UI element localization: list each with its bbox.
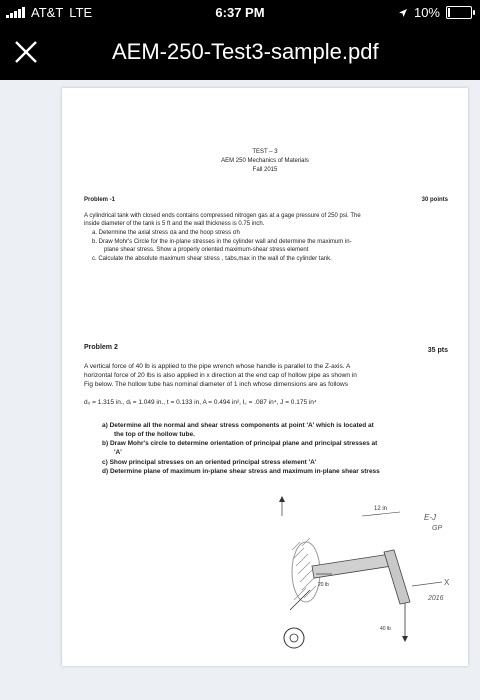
problem1-item-c: c. Calculate the absolute maximum shear stress , τabs,max in the wall of the cylinder tank. <box>92 256 332 262</box>
close-icon <box>10 36 42 68</box>
problem1-points: 30 points <box>421 197 448 203</box>
battery-icon <box>446 6 472 19</box>
wrench-handle <box>384 550 410 604</box>
clock: 6:37 PM <box>215 5 265 20</box>
carrier-label: AT&T <box>31 5 64 20</box>
problem1-text-2: inside diameter of the tank is 5 ft and the wall thickness is 0.75 inch. <box>84 221 265 227</box>
force-label-20: 20 lb <box>318 582 329 588</box>
problem2-title: Problem 2 <box>84 344 118 351</box>
pdf-page[interactable] <box>62 88 468 666</box>
problem2-text-3: Fig below. The hollow tube has nominal diameter of 1 inch whose dimensions are as follows <box>84 381 348 388</box>
problem2-dimensions: d₀ = 1.315 in., dᵢ = 1.049 in., t = 0.133 in, A = 0.494 in², I꜀ = .087 in⁴, J = 0.175 in⁴ <box>84 399 317 406</box>
network-label: LTE <box>69 5 93 20</box>
arrowhead-vertical <box>402 636 408 642</box>
problem2-item-a-2: the top of the hollow tube. <box>114 431 195 438</box>
course-title: AEM 250 Mechanics of Materials <box>221 158 309 164</box>
problem1-item-a: a. Determine the axial stress σa and the hoop stress σh <box>92 230 240 236</box>
status-right <box>398 5 472 20</box>
problem2-text-2: horizontal force of 20 lbs is also applied in x direction at the end cap of hollow pipe as shown in <box>84 372 357 379</box>
annotation-year: 2016 <box>428 595 444 602</box>
annotation-gp: GP <box>432 525 443 532</box>
problem2-text-1: A vertical force of 40 lb is applied to the pipe wrench whose handle is parallel to the Z-axis. A <box>84 363 351 370</box>
document-toolbar <box>0 24 480 80</box>
dimension-line <box>362 512 400 516</box>
dimension-label-12: 12 in <box>374 506 388 512</box>
pipe-end-view <box>284 590 310 648</box>
problem1-item-b-2: plane shear stress. Show a properly oriented maximum-shear stress element <box>104 247 309 253</box>
test-title: TEST – 3 <box>252 149 278 155</box>
battery-fill <box>448 8 450 17</box>
annotation-ej: E-J <box>424 513 436 522</box>
problem1-item-b-1: b. Draw Mohr's Circle for the in-plane stresses in the cylinder wall and determine the maximum in- <box>92 239 352 245</box>
problem2-item-d: d) Determine plane of maximum in-plane shear stress and maximum in-plane shear stress <box>102 468 380 475</box>
close-button[interactable] <box>10 36 42 68</box>
problem2-points: 35 pts <box>427 347 448 354</box>
problem1-text-1: A cylindrical tank with closed ends contains compressed nitrogen gas at a gage pressure of 250 psi. The <box>84 213 361 219</box>
problem2-item-c: c) Show principal stresses on an oriented principal stress element 'A' <box>102 459 317 466</box>
location-icon <box>398 8 408 18</box>
pipe-wrench-figure <box>272 490 457 660</box>
hollow-pipe <box>312 554 392 578</box>
problem2-item-b-1: b) Draw Mohr's circle to determine orientation of principal plane and principal stresses at <box>102 440 378 447</box>
problem2-item-a-1: a) Determine all the normal and shear stress components at point 'A' which is located at <box>102 422 374 429</box>
force-label-40: 40 lb <box>380 626 391 632</box>
status-bar <box>0 0 480 24</box>
problem1-title: Problem -1 <box>84 197 116 203</box>
x-axis-line <box>412 582 442 586</box>
arrowhead-up <box>279 496 285 502</box>
document-title: AEM-250-Test3-sample.pdf <box>112 39 379 64</box>
battery-label: 10% <box>413 5 440 20</box>
term-label: Fall 2015 <box>252 167 278 173</box>
x-axis-label: X <box>444 578 450 587</box>
problem2-item-b-2: 'A' <box>114 449 122 456</box>
